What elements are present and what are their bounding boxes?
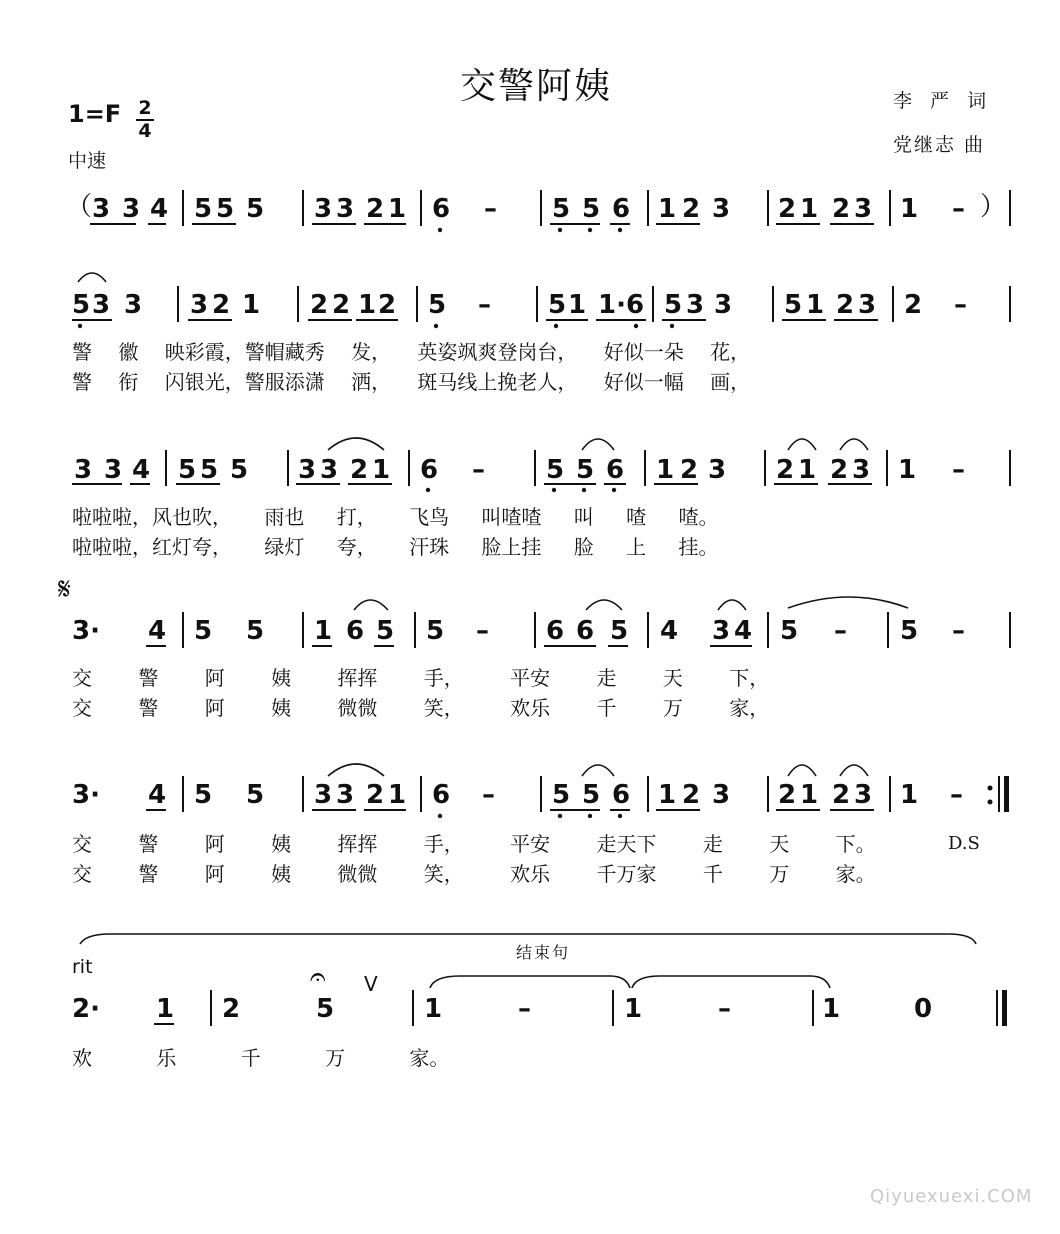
dash: – [952,616,965,646]
note: 1 [242,290,261,320]
note: 3 [712,194,731,224]
note: 5 [194,616,213,646]
dash: – [952,194,965,224]
note: 3 [708,455,727,485]
note: 4 [148,616,167,646]
note: 5 [200,455,219,485]
lyric-ending: 欢 乐 千 万 家。 [72,1046,450,1070]
note: 1 [900,780,919,810]
note: 3 [74,455,93,485]
note: 1 [798,455,817,485]
note: 2 [350,455,369,485]
note: 5 [784,290,803,320]
note: 4 [148,780,167,810]
note: 5 [246,780,265,810]
note: 6 [576,616,595,646]
note: 2 [212,290,231,320]
note: 6 [612,780,631,810]
note: 2 [836,290,855,320]
note: 1 [568,290,587,320]
note: 4 [734,616,753,646]
note: 2 [682,780,701,810]
note: 3 [320,455,339,485]
note: 3 [314,780,333,810]
note: 3 [712,616,731,646]
lyric-verse-2: 啦啦啦，红灯夸， 绿灯 夸， 汗珠 脸上挂 脸 上 挂。 [72,535,719,559]
note: 2 [332,290,351,320]
note: 2 [680,455,699,485]
note: 5 [780,616,799,646]
note: 2 [310,290,329,320]
dash: – [472,455,485,485]
note: 5 [552,780,571,810]
note: 5 [72,290,91,320]
note: 3 [858,290,877,320]
note: 3 [714,290,733,320]
note: 5 [246,616,265,646]
note: 3 [92,290,111,320]
ritardando-mark: rit [72,956,93,978]
note: 3 [314,194,333,224]
dash: – [718,994,731,1024]
note: 5 [426,616,445,646]
note: 5 [664,290,683,320]
note: 1 [658,194,677,224]
note: 5 [582,194,601,224]
dash: – [954,290,967,320]
note: 2 [832,194,851,224]
breath-mark: V [364,972,378,996]
note: 2 [378,290,397,320]
dash: – [476,616,489,646]
note: 5 [576,455,595,485]
ending-label: 结束句 [516,943,571,962]
note: 2 [776,455,795,485]
note: 3 [712,780,731,810]
rest: 0 [914,994,933,1024]
note: 5 [178,455,197,485]
note: 3 [854,194,873,224]
note: 1 [358,290,377,320]
note: 1 [800,194,819,224]
note: 5 [194,780,213,810]
note: 2 [778,780,797,810]
note: 1 [388,194,407,224]
note: 2 [830,455,849,485]
note: 2 [904,290,923,320]
note: 1 [822,994,841,1024]
segno-sign: 𝄋 [58,572,71,607]
watermark: Qiyuexuexi.COM [870,1186,1033,1207]
note: 1 [656,455,675,485]
time-numerator: 2 [138,97,152,119]
note: 5 [582,780,601,810]
note: 2 [366,194,385,224]
note: 1 [156,994,175,1024]
note: 3 [122,194,141,224]
note: （ [66,192,93,222]
note: 6 [420,455,439,485]
key-signature: 1=F [68,100,122,128]
note: 3 [190,290,209,320]
note: 5 [316,994,335,1024]
tempo-marking: 中速 [68,150,107,172]
note: 5 [900,616,919,646]
note: 2 [366,780,385,810]
note: 6 [346,616,365,646]
note: 1 [806,290,825,320]
lyric-verse-2: 警 衔 闪银光，警服添潇 洒， 斑马线上挽老人， 好似一幅 画， [72,370,751,394]
note: 1 [900,194,919,224]
dash: – [952,455,965,485]
note: 1 [898,455,917,485]
note: 5 [546,455,565,485]
note: 5 [610,616,629,646]
note: 3· [72,780,100,810]
note: ） [980,192,1007,222]
lyricist-credit: 李 严 词 [893,90,993,112]
note: 2 [682,194,701,224]
time-denominator: 4 [136,119,154,142]
note: 1 [424,994,443,1024]
dash: – [478,290,491,320]
note: 6 [432,194,451,224]
note: 3 [336,780,355,810]
dash: – [834,616,847,646]
note: 3· [72,616,100,646]
dash: – [518,994,531,1024]
note: 3 [124,290,143,320]
note: 6 [606,455,625,485]
note: 6 [432,780,451,810]
note: 3 [852,455,871,485]
note: 3 [686,290,705,320]
note: 1 [800,780,819,810]
note: 3 [336,194,355,224]
lyric-verse-2: 交 警 阿 姨 微微 笑， 欢乐 千万家 千 万 家。 [72,862,876,886]
note: 3 [92,194,111,224]
note: 6 [612,194,631,224]
note: 6 [546,616,565,646]
note: 2 [778,194,797,224]
note: 2 [222,994,241,1024]
note: 1 [372,455,391,485]
note: 4 [150,194,169,224]
note: 4 [132,455,151,485]
dash: – [482,780,495,810]
lyric-verse-1: 交 警 阿 姨 挥挥 手， 平安 走 天 下， [72,666,770,690]
note: 5 [428,290,447,320]
song-title: 交警阿姨 [460,66,613,107]
dal-segno-mark: D.S [948,833,980,854]
note: 1 [624,994,643,1024]
note: 3 [104,455,123,485]
note: 2 [832,780,851,810]
note: 5 [548,290,567,320]
composer-credit: 党继志 曲 [893,134,986,156]
lyric-verse-2: 交 警 阿 姨 微微 笑， 欢乐 千 万 家， [72,696,770,720]
note: 1 [314,616,333,646]
note: 5 [194,194,213,224]
note: 1 [658,780,677,810]
note: 4 [660,616,679,646]
note: 3 [298,455,317,485]
note: 3 [854,780,873,810]
note: 5 [230,455,249,485]
note: 5 [216,194,235,224]
note: 1 [388,780,407,810]
note: 5 [376,616,395,646]
lyric-verse-1: 交 警 阿 姨 挥挥 手， 平安 走天下 走 天 下。 [72,832,876,856]
lyric-verse-1: 啦啦啦，风也吹， 雨也 打， 飞鸟 叫喳喳 叫 喳 喳。 [72,505,719,529]
note: 5 [552,194,571,224]
note: 2· [72,994,100,1024]
fermata-icon: 𝄐 [310,960,326,993]
note: 5 [246,194,265,224]
dash: – [950,780,963,810]
note: 1·6 [598,290,645,320]
dash: – [484,194,497,224]
lyric-verse-1: 警 徽 映彩霞，警帽藏秀 发， 英姿飒爽登岗台， 好似一朵 花， [72,340,751,364]
